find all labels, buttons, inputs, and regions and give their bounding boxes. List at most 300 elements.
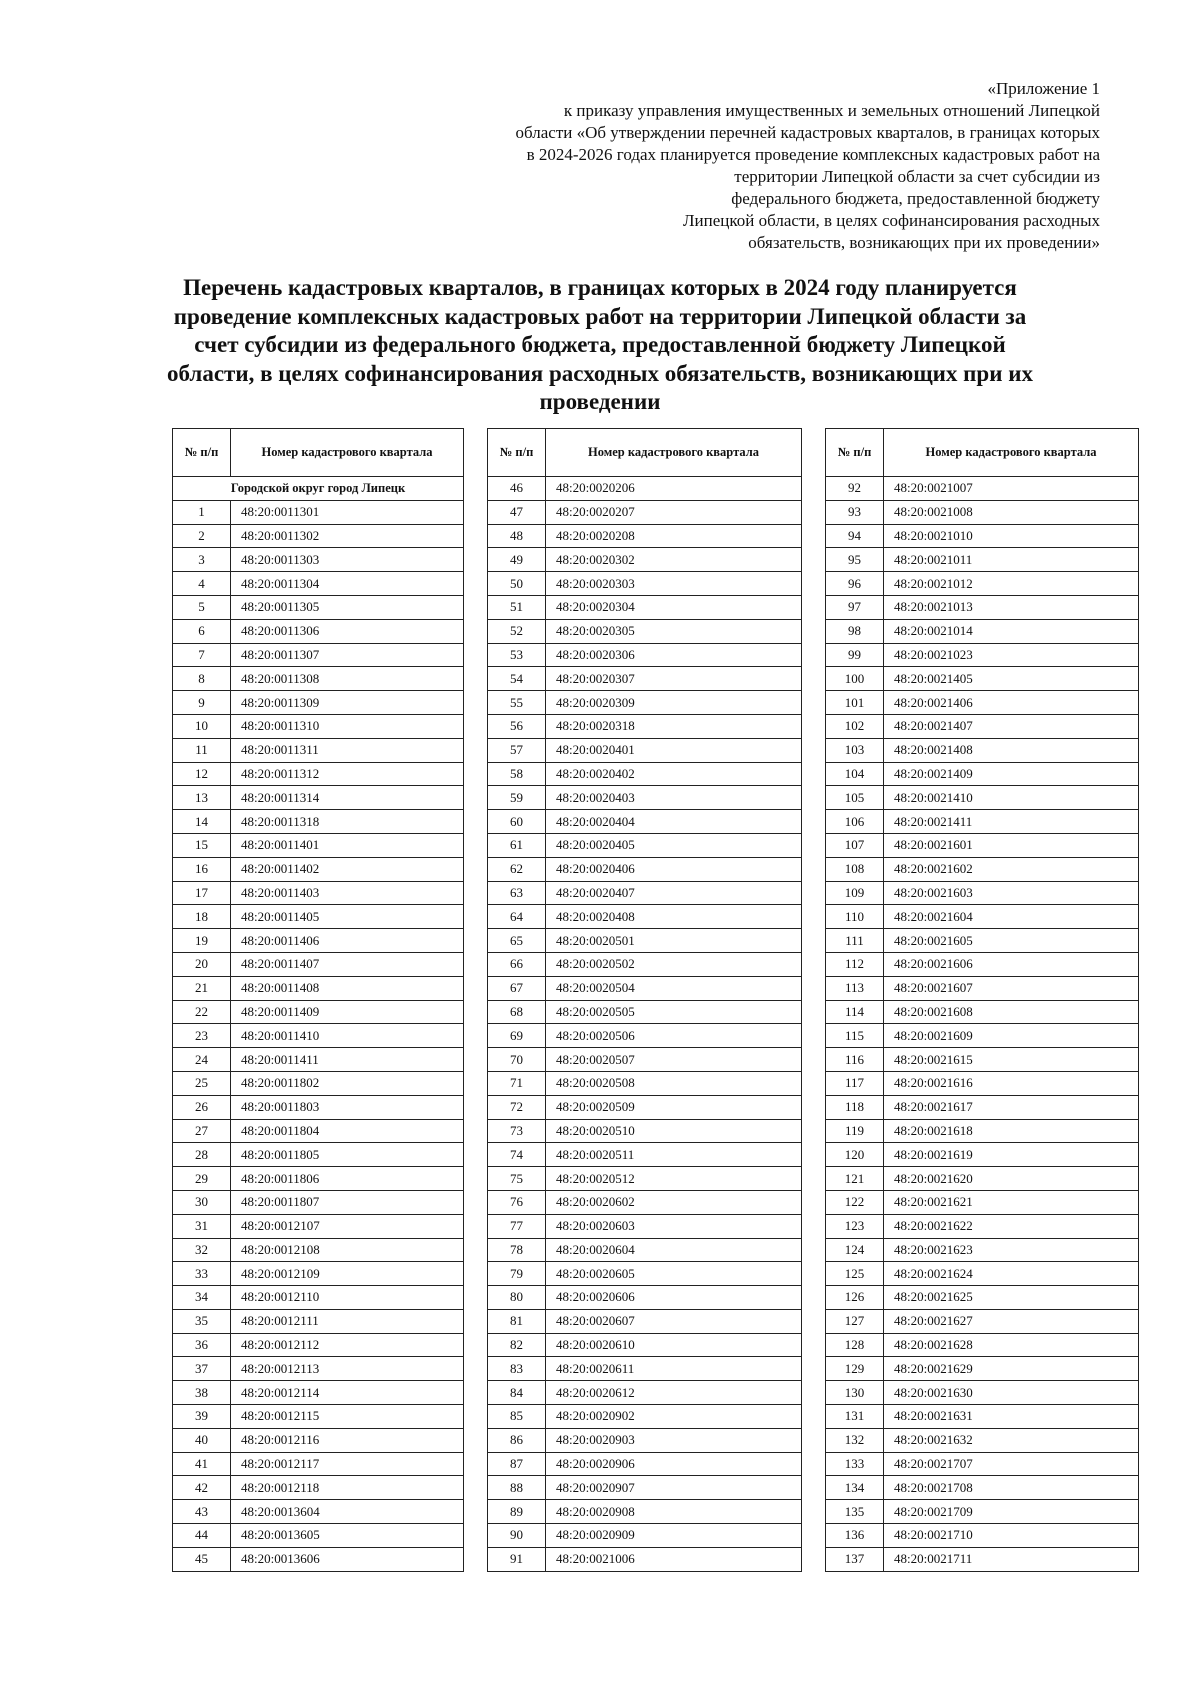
table-row: [173, 667, 464, 691]
cadastral-quarter: 48:20:0011804: [231, 1119, 464, 1143]
table-row: [826, 738, 1139, 762]
table-row: [488, 619, 802, 643]
row-number: 102: [826, 714, 884, 738]
appendix-line: области «Об утверждении перечней кадастровых кварталов, в границах которых: [515, 123, 1100, 142]
cadastral-quarter: 48:20:0011314: [231, 786, 464, 810]
cadastral-quarter: 48:20:0011301: [231, 500, 464, 524]
row-number: 99: [826, 643, 884, 667]
cadastral-quarter: 48:20:0011407: [231, 952, 464, 976]
table-row: [173, 786, 464, 810]
row-number: 14: [173, 810, 231, 834]
row-number: 21: [173, 976, 231, 1000]
table-row: [826, 881, 1139, 905]
table-header-row: [826, 429, 1139, 477]
cadastral-quarter: 48:20:0021606: [884, 952, 1139, 976]
row-number: 87: [488, 1452, 546, 1476]
appendix-header: [460, 78, 1100, 254]
row-number: 26: [173, 1095, 231, 1119]
table-row: [488, 810, 802, 834]
row-number: 43: [173, 1500, 231, 1524]
cadastral-quarter: 48:20:0020307: [546, 667, 802, 691]
cadastral-quarter: 48:20:0020208: [546, 524, 802, 548]
cadastral-quarter: 48:20:0011802: [231, 1071, 464, 1095]
row-number: 112: [826, 952, 884, 976]
table-row: [826, 1547, 1139, 1571]
table-row: [173, 1095, 464, 1119]
cadastral-quarter: 48:20:0021406: [884, 691, 1139, 715]
row-number: 74: [488, 1143, 546, 1167]
cadastral-quarter: 48:20:0012115: [231, 1405, 464, 1429]
cadastral-quarter: 48:20:0020906: [546, 1452, 802, 1476]
row-number: 119: [826, 1119, 884, 1143]
col-number-header: № п/п: [173, 429, 231, 477]
cadastral-quarter: 48:20:0021410: [884, 786, 1139, 810]
cadastral-quarter: 48:20:0021014: [884, 619, 1139, 643]
table-row: [826, 1357, 1139, 1381]
row-number: 38: [173, 1381, 231, 1405]
row-number: 64: [488, 905, 546, 929]
row-number: 18: [173, 905, 231, 929]
table-row: [826, 1048, 1139, 1072]
cadastral-quarter: 48:20:0020408: [546, 905, 802, 929]
row-number: 89: [488, 1500, 546, 1524]
cadastral-quarter: 48:20:0020909: [546, 1524, 802, 1548]
cadastral-quarter: 48:20:0012109: [231, 1262, 464, 1286]
cadastral-quarter: 48:20:0020903: [546, 1428, 802, 1452]
table-row: [826, 1238, 1139, 1262]
cadastral-quarter: 48:20:0011401: [231, 833, 464, 857]
table-row: [173, 738, 464, 762]
cadastral-quarter: 48:20:0021630: [884, 1381, 1139, 1405]
row-number: 10: [173, 714, 231, 738]
row-number: 134: [826, 1476, 884, 1500]
row-number: 30: [173, 1190, 231, 1214]
row-number: 131: [826, 1405, 884, 1429]
row-number: 59: [488, 786, 546, 810]
table-row: [826, 762, 1139, 786]
cadastral-quarter: 48:20:0011803: [231, 1095, 464, 1119]
row-number: 73: [488, 1119, 546, 1143]
row-number: 41: [173, 1452, 231, 1476]
table-row: [488, 881, 802, 905]
table-row: [173, 1167, 464, 1191]
cadastral-quarter: 48:20:0021604: [884, 905, 1139, 929]
table-row: [173, 1500, 464, 1524]
cadastral-quarter: 48:20:0021012: [884, 572, 1139, 596]
row-number: 6: [173, 619, 231, 643]
table-row: [488, 1286, 802, 1310]
table-row: [488, 1238, 802, 1262]
row-number: 92: [826, 477, 884, 501]
cadastral-quarter: 48:20:0012111: [231, 1309, 464, 1333]
cadastral-quarter: 48:20:0012112: [231, 1333, 464, 1357]
table-row: [826, 905, 1139, 929]
table-row: [488, 1119, 802, 1143]
cadastral-quarter: 48:20:0021619: [884, 1143, 1139, 1167]
table-row: [173, 691, 464, 715]
col-quarter-header: Номер кадастрового квартала: [231, 429, 464, 477]
row-number: 29: [173, 1167, 231, 1191]
cadastral-quarter: 48:20:0012110: [231, 1286, 464, 1310]
cadastral-quarter: 48:20:0011307: [231, 643, 464, 667]
table-row: [488, 1071, 802, 1095]
table-row: [826, 1167, 1139, 1191]
row-number: 94: [826, 524, 884, 548]
appendix-line: территории Липецкой области за счет субсидии из: [734, 167, 1100, 186]
cadastral-quarter: 48:20:0021007: [884, 477, 1139, 501]
row-number: 132: [826, 1428, 884, 1452]
table-row: [488, 548, 802, 572]
row-number: 68: [488, 1000, 546, 1024]
table-row: [488, 976, 802, 1000]
row-number: 114: [826, 1000, 884, 1024]
cadastral-quarter: 48:20:0021632: [884, 1428, 1139, 1452]
table-row: [826, 929, 1139, 953]
table-row: [826, 1476, 1139, 1500]
table-row: [173, 1048, 464, 1072]
row-number: 104: [826, 762, 884, 786]
row-number: 120: [826, 1143, 884, 1167]
title-line: счет субсидии из федерального бюджета, предоставленной бюджету Липецкой: [194, 332, 1006, 357]
row-number: 137: [826, 1547, 884, 1571]
table-row: [488, 1547, 802, 1571]
table-row: [826, 595, 1139, 619]
row-number: 51: [488, 595, 546, 619]
row-number: 56: [488, 714, 546, 738]
row-number: 121: [826, 1167, 884, 1191]
table-row: [488, 1500, 802, 1524]
row-number: 48: [488, 524, 546, 548]
table-row: [173, 929, 464, 953]
cadastral-quarter: 48:20:0020605: [546, 1262, 802, 1286]
cadastral-quarter: 48:20:0020403: [546, 786, 802, 810]
quarters-table-3: [825, 428, 1139, 1572]
table-row: [826, 1381, 1139, 1405]
table-row: [173, 1190, 464, 1214]
row-number: 100: [826, 667, 884, 691]
row-number: 35: [173, 1309, 231, 1333]
cadastral-quarter: 48:20:0021616: [884, 1071, 1139, 1095]
cadastral-quarter: 48:20:0020504: [546, 976, 802, 1000]
cadastral-quarter: 48:20:0021011: [884, 548, 1139, 572]
page-title: [150, 274, 1050, 417]
row-number: 136: [826, 1524, 884, 1548]
row-number: 2: [173, 524, 231, 548]
table-row: [488, 524, 802, 548]
cadastral-quarter: 48:20:0013604: [231, 1500, 464, 1524]
row-number: 23: [173, 1024, 231, 1048]
table-row: [173, 952, 464, 976]
cadastral-quarter: 48:20:0020206: [546, 477, 802, 501]
cadastral-quarter: 48:20:0020404: [546, 810, 802, 834]
row-number: 118: [826, 1095, 884, 1119]
appendix-line: Липецкой области, в целях софинансирования расходных: [683, 211, 1100, 230]
table-row: [826, 1333, 1139, 1357]
cadastral-quarter: 48:20:0020401: [546, 738, 802, 762]
table-row: [826, 714, 1139, 738]
table-row: [826, 1524, 1139, 1548]
row-number: 28: [173, 1143, 231, 1167]
table-row: [173, 548, 464, 572]
cadastral-quarter: 48:20:0020309: [546, 691, 802, 715]
row-number: 90: [488, 1524, 546, 1548]
row-number: 67: [488, 976, 546, 1000]
table-row: [826, 1500, 1139, 1524]
table-row: [488, 1095, 802, 1119]
row-number: 49: [488, 548, 546, 572]
table-row: [488, 667, 802, 691]
table-row: [173, 1143, 464, 1167]
table-row: [826, 1262, 1139, 1286]
cadastral-quarter: 48:20:0021010: [884, 524, 1139, 548]
col-quarter-header: Номер кадастрового квартала: [884, 429, 1139, 477]
cadastral-quarter: 48:20:0021620: [884, 1167, 1139, 1191]
table-row: [826, 548, 1139, 572]
appendix-line: федерального бюджета, предоставленной бюджету: [731, 189, 1100, 208]
cadastral-quarter: 48:20:0020611: [546, 1357, 802, 1381]
row-number: 82: [488, 1333, 546, 1357]
cadastral-quarter: 48:20:0021407: [884, 714, 1139, 738]
table-row: [488, 857, 802, 881]
cadastral-quarter: 48:20:0020506: [546, 1024, 802, 1048]
row-number: 83: [488, 1357, 546, 1381]
table-row: [173, 500, 464, 524]
table-row: [826, 1119, 1139, 1143]
row-number: 54: [488, 667, 546, 691]
cadastral-quarter: 48:20:0021609: [884, 1024, 1139, 1048]
cadastral-quarter: 48:20:0020508: [546, 1071, 802, 1095]
cadastral-quarter: 48:20:0020509: [546, 1095, 802, 1119]
table-row: [826, 857, 1139, 881]
table-row: [488, 1024, 802, 1048]
cadastral-quarter: 48:20:0012107: [231, 1214, 464, 1238]
cadastral-quarter: 48:20:0020306: [546, 643, 802, 667]
cadastral-quarter: 48:20:0011305: [231, 595, 464, 619]
row-number: 50: [488, 572, 546, 596]
row-number: 125: [826, 1262, 884, 1286]
table-row: [173, 762, 464, 786]
table-row: [826, 500, 1139, 524]
table-row: [826, 1095, 1139, 1119]
cadastral-quarter: 48:20:0021608: [884, 1000, 1139, 1024]
row-number: 42: [173, 1476, 231, 1500]
cadastral-quarter: 48:20:0021411: [884, 810, 1139, 834]
table-header-row: [488, 429, 802, 477]
cadastral-quarter: 48:20:0011402: [231, 857, 464, 881]
row-number: 69: [488, 1024, 546, 1048]
table-row: [826, 1428, 1139, 1452]
row-number: 70: [488, 1048, 546, 1072]
cadastral-quarter: 48:20:0020907: [546, 1476, 802, 1500]
row-number: 37: [173, 1357, 231, 1381]
table-row: [173, 714, 464, 738]
row-number: 75: [488, 1167, 546, 1191]
cadastral-quarter: 48:20:0011306: [231, 619, 464, 643]
table-row: [173, 524, 464, 548]
cadastral-quarter: 48:20:0020501: [546, 929, 802, 953]
table-row: [488, 952, 802, 976]
table-row: [488, 833, 802, 857]
table-row: [488, 762, 802, 786]
table-row: [488, 477, 802, 501]
cadastral-quarter: 48:20:0011318: [231, 810, 464, 834]
row-number: 47: [488, 500, 546, 524]
table-row: [173, 1405, 464, 1429]
row-number: 13: [173, 786, 231, 810]
cadastral-quarter: 48:20:0020318: [546, 714, 802, 738]
cadastral-quarter: 48:20:0020511: [546, 1143, 802, 1167]
table-row: [826, 1024, 1139, 1048]
table-row: [173, 810, 464, 834]
cadastral-quarter: 48:20:0020607: [546, 1309, 802, 1333]
cadastral-quarter: 48:20:0021628: [884, 1333, 1139, 1357]
row-number: 5: [173, 595, 231, 619]
cadastral-quarter: 48:20:0012113: [231, 1357, 464, 1381]
row-number: 106: [826, 810, 884, 834]
cadastral-quarter: 48:20:0020305: [546, 619, 802, 643]
cadastral-quarter: 48:20:0021629: [884, 1357, 1139, 1381]
row-number: 40: [173, 1428, 231, 1452]
row-number: 79: [488, 1262, 546, 1286]
row-number: 20: [173, 952, 231, 976]
table-row: [826, 691, 1139, 715]
cadastral-quarter: 48:20:0021006: [546, 1547, 802, 1571]
cadastral-quarter: 48:20:0021625: [884, 1286, 1139, 1310]
table-row: [173, 1119, 464, 1143]
row-number: 45: [173, 1547, 231, 1571]
row-number: 65: [488, 929, 546, 953]
row-number: 117: [826, 1071, 884, 1095]
table-row: [173, 1071, 464, 1095]
cadastral-quarter: 48:20:0011405: [231, 905, 464, 929]
quarters-table-2: [487, 428, 802, 1572]
row-number: 11: [173, 738, 231, 762]
cadastral-quarter: 48:20:0021603: [884, 881, 1139, 905]
quarters-table-1: [172, 428, 464, 1572]
cadastral-quarter: 48:20:0020908: [546, 1500, 802, 1524]
table-row: [488, 905, 802, 929]
table-row: [488, 1405, 802, 1429]
row-number: 115: [826, 1024, 884, 1048]
cadastral-quarter: 48:20:0020207: [546, 500, 802, 524]
table-row: [826, 1143, 1139, 1167]
row-number: 129: [826, 1357, 884, 1381]
cadastral-quarter: 48:20:0021409: [884, 762, 1139, 786]
table-row: [488, 1000, 802, 1024]
row-number: 22: [173, 1000, 231, 1024]
cadastral-quarter: 48:20:0011410: [231, 1024, 464, 1048]
row-number: 33: [173, 1262, 231, 1286]
cadastral-quarter: 48:20:0020407: [546, 881, 802, 905]
cadastral-quarter: 48:20:0020603: [546, 1214, 802, 1238]
table-row: [826, 572, 1139, 596]
section-row: [173, 477, 464, 501]
table-row: [488, 1476, 802, 1500]
row-number: 53: [488, 643, 546, 667]
table-row: [826, 1000, 1139, 1024]
table-row: [173, 905, 464, 929]
row-number: 71: [488, 1071, 546, 1095]
cadastral-quarter: 48:20:0021621: [884, 1190, 1139, 1214]
table-row: [488, 1167, 802, 1191]
cadastral-quarter: 48:20:0021622: [884, 1214, 1139, 1238]
table-row: [488, 595, 802, 619]
row-number: 97: [826, 595, 884, 619]
table-row: [173, 1024, 464, 1048]
cadastral-quarter: 48:20:0012116: [231, 1428, 464, 1452]
cadastral-quarter: 48:20:0013605: [231, 1524, 464, 1548]
row-number: 84: [488, 1381, 546, 1405]
table-row: [488, 1048, 802, 1072]
table-row: [173, 1214, 464, 1238]
col-number-header: № п/п: [488, 429, 546, 477]
row-number: 130: [826, 1381, 884, 1405]
row-number: 57: [488, 738, 546, 762]
row-number: 111: [826, 929, 884, 953]
row-number: 93: [826, 500, 884, 524]
cadastral-quarter: 48:20:0011807: [231, 1190, 464, 1214]
section-label: Городской округ город Липецк: [173, 477, 464, 501]
table-row: [173, 1452, 464, 1476]
table-row: [173, 643, 464, 667]
cadastral-quarter: 48:20:0011304: [231, 572, 464, 596]
table-row: [488, 691, 802, 715]
table-row: [826, 1190, 1139, 1214]
cadastral-quarter: 48:20:0021623: [884, 1238, 1139, 1262]
row-number: 76: [488, 1190, 546, 1214]
table-row: [173, 833, 464, 857]
title-line: проведение комплексных кадастровых работ на территории Липецкой области за: [173, 303, 1027, 329]
cadastral-quarter: 48:20:0011311: [231, 738, 464, 762]
cadastral-quarter: 48:20:0011411: [231, 1048, 464, 1072]
cadastral-quarter: 48:20:0011303: [231, 548, 464, 572]
cadastral-quarter: 48:20:0020505: [546, 1000, 802, 1024]
cadastral-quarter: 48:20:0021405: [884, 667, 1139, 691]
row-number: 96: [826, 572, 884, 596]
row-number: 63: [488, 881, 546, 905]
cadastral-quarter: 48:20:0012114: [231, 1381, 464, 1405]
row-number: 62: [488, 857, 546, 881]
table-row: [488, 1190, 802, 1214]
row-number: 66: [488, 952, 546, 976]
table-row: [173, 1262, 464, 1286]
cadastral-quarter: 48:20:0011308: [231, 667, 464, 691]
row-number: 32: [173, 1238, 231, 1262]
row-number: 3: [173, 548, 231, 572]
row-number: 36: [173, 1333, 231, 1357]
table-row: [488, 786, 802, 810]
cadastral-quarter: 48:20:0020610: [546, 1333, 802, 1357]
row-number: 113: [826, 976, 884, 1000]
cadastral-quarter: 48:20:0011310: [231, 714, 464, 738]
table-row: [173, 1381, 464, 1405]
cadastral-quarter: 48:20:0020606: [546, 1286, 802, 1310]
cadastral-quarter: 48:20:0011806: [231, 1167, 464, 1191]
table-row: [826, 619, 1139, 643]
row-number: 72: [488, 1095, 546, 1119]
row-number: 124: [826, 1238, 884, 1262]
row-number: 31: [173, 1214, 231, 1238]
row-number: 16: [173, 857, 231, 881]
row-number: 9: [173, 691, 231, 715]
cadastral-quarter: 48:20:0020502: [546, 952, 802, 976]
table-row: [826, 786, 1139, 810]
cadastral-quarter: 48:20:0021710: [884, 1524, 1139, 1548]
table-row: [173, 1333, 464, 1357]
table-row: [173, 572, 464, 596]
table-row: [488, 572, 802, 596]
row-number: 91: [488, 1547, 546, 1571]
